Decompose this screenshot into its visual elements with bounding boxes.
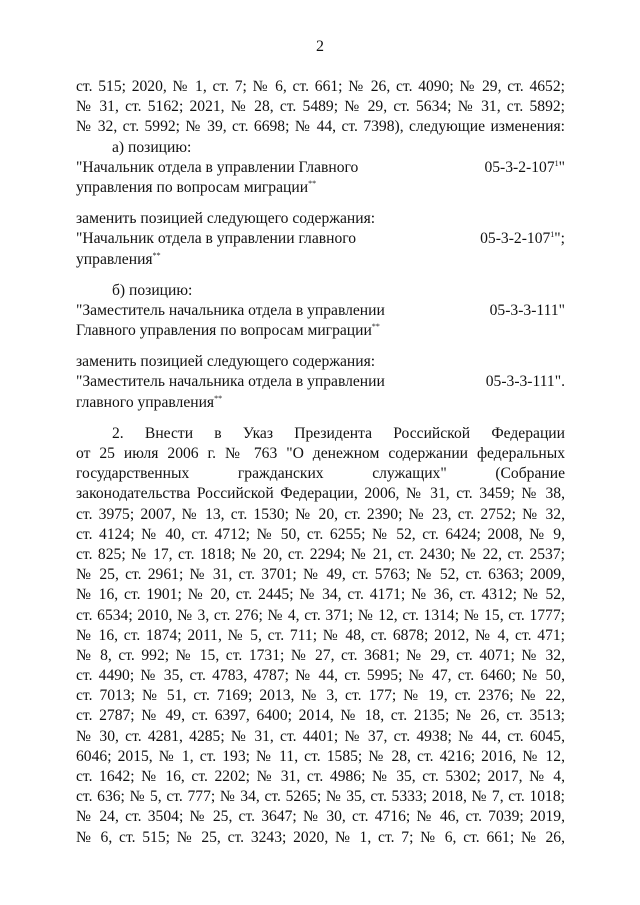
- section-2-paragraph: [76, 424, 565, 848]
- text-line: ст. 6534; 2010, № 3, ст. 276; № 4, ст. 371; № 12, ст. 1314; № 15, ст. 1777;: [76, 606, 565, 624]
- text-line: № 25, ст. 2961; № 31, ст. 3701; № 49, ст. 5763; № 52, ст. 6363; 2009,: [76, 566, 565, 584]
- position-code: 05-3-3-111": [489, 301, 565, 319]
- text-line: ст. 1642; № 16, ст. 2202; № 31, ст. 4986; № 35, ст. 5302; 2017, № 4,: [76, 768, 565, 785]
- text-line: ст. 7013; № 51, ст. 7169; 2013, № 3, ст. 177; № 19, ст. 2376; № 22,: [76, 687, 565, 705]
- position-title-cont: главного управления**: [76, 393, 223, 411]
- position-title: "Начальник отдела в управлении Главного: [76, 158, 359, 176]
- text-line: ст. 4490; № 35, ст. 4783, 4787; № 44, ст. 5995; № 47, ст. 6460; № 50,: [76, 667, 565, 685]
- text-line: № 30, ст. 4281, 4285; № 31, ст. 4401; № 37, ст. 4938; № 44, ст. 6045,: [76, 727, 565, 745]
- position-title: "Начальник отдела в управлении главного: [76, 230, 357, 248]
- subitem-a-label: а) позицию:: [112, 138, 192, 156]
- text-line: № 31, ст. 5162; 2021, № 28, ст. 5489; № 29, ст. 5634; № 31, ст. 5892;: [76, 98, 565, 116]
- position-row: [76, 158, 565, 178]
- position-title-cont: управления по вопросам миграции**: [76, 178, 317, 196]
- text-line: ст. 515; 2020, № 1, ст. 7; № 6, ст. 661; № 26, ст. 4090; № 29, ст. 4652;: [76, 78, 565, 95]
- replace-label: заменить позицией следующего содержания:: [76, 353, 376, 371]
- position-title-cont: управления**: [76, 250, 161, 268]
- position-code: $05-3-2-107^1$";: [480, 230, 565, 248]
- replace-label: заменить позицией следующего содержания:: [76, 210, 376, 228]
- text-line: ст. 636; № 5, ст. 777; № 34, ст. 5265; № 35, ст. 5333; 2018, № 7, ст. 1018;: [76, 788, 565, 806]
- text-line: ст. 825; № 17, ст. 1818; № 20, ст. 2294; № 21, ст. 2430; № 22, ст. 2537;: [76, 545, 565, 563]
- text-line: № 16, ст. 1874; 2011, № 5, ст. 711; № 48, ст. 6878; 2012, № 4, ст. 471;: [76, 626, 565, 644]
- text-line: № 16, ст. 1901; № 20, ст. 2445; № 34, ст. 4171; № 36, ст. 4312; № 52,: [76, 586, 565, 604]
- position-title-cont: Главного управления по вопросам миграции**: [76, 322, 380, 340]
- text-line: государственных гражданских служащих" (Собрание: [76, 465, 565, 483]
- text-line: ст. 4124; № 40, ст. 4712; № 50, ст. 6255; № 52, ст. 6424; 2008, № 9,: [76, 525, 565, 543]
- position-title: "Заместитель начальника отдела в управлении: [76, 373, 385, 391]
- text-line: 6046; 2015, № 1, ст. 193; № 11, ст. 1585; № 28, ст. 4216; 2016, № 12,: [76, 747, 565, 765]
- position-row: [76, 372, 565, 392]
- text-line: № 24, ст. 3504; № 25, ст. 3647; № 30, ст. 4716; № 46, ст. 7039; 2019,: [76, 808, 565, 826]
- position-row: [76, 229, 565, 249]
- text-line: законодательства Российской Федерации, 2006, № 31, ст. 3459; № 38,: [76, 485, 565, 503]
- position-code: $05-3-2-107^1$": [484, 158, 565, 176]
- page-number: 2: [316, 38, 324, 55]
- text-line: от 25 июля 2006 г. № 763 "О денежном содержании федеральных: [76, 445, 565, 462]
- document-body: [76, 77, 565, 848]
- position-code: 05-3-3-111".: [485, 373, 565, 391]
- text-line: № 6, ст. 515; № 25, ст. 3243; 2020, № 1, ст. 7; № 6, ст. 661; № 26,: [76, 828, 565, 846]
- text-line: ст. 3975; 2007, № 13, ст. 1530; № 20, ст. 2390; № 23, ст. 2752; № 32,: [76, 505, 565, 523]
- subitem-b-label: б) позицию:: [112, 281, 193, 299]
- position-title: "Заместитель начальника отдела в управлении: [76, 301, 385, 319]
- text-line: ст. 2787; № 49, ст. 6397, 6400; 2014, № 18, ст. 2135; № 26, ст. 3513;: [76, 707, 565, 725]
- text-line: № 8, ст. 992; № 15, ст. 1731; № 27, ст. 3681; № 29, ст. 4071; № 32,: [76, 646, 565, 664]
- position-row: [76, 301, 565, 321]
- text-line: № 32, ст. 5992; № 39, ст. 6698; № 44, ст. 7398), следующие изменения:: [76, 118, 565, 136]
- text-line: 2. Внести в Указ Президента Российской Федерации: [112, 424, 565, 442]
- intro-paragraph: [76, 77, 565, 138]
